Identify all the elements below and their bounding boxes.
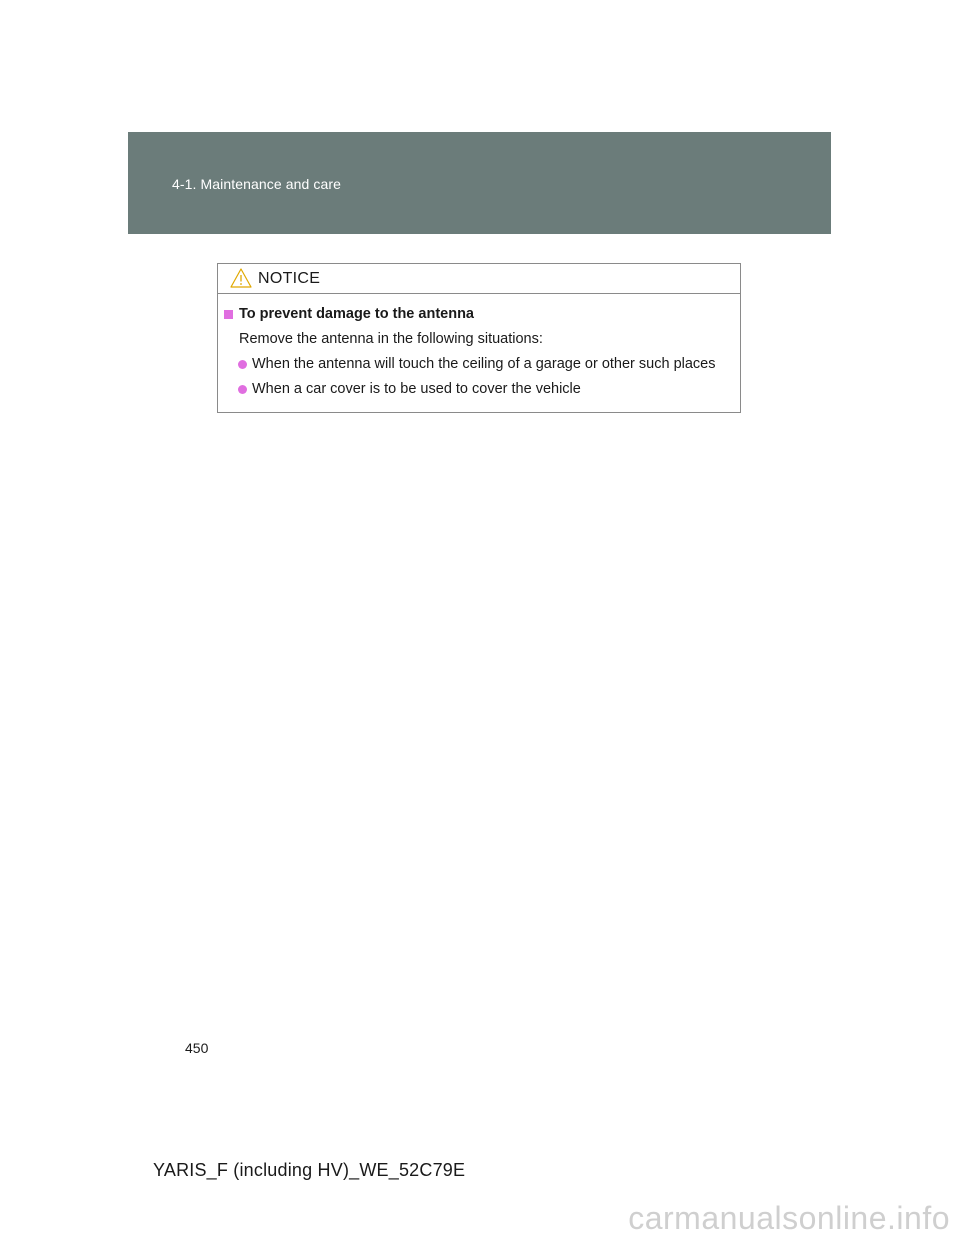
section-title: 4-1. Maintenance and care xyxy=(172,176,342,192)
header-band xyxy=(128,132,831,234)
notice-box xyxy=(217,263,741,413)
page-number: 450 xyxy=(185,1040,209,1056)
notice-heading-text: To prevent damage to the antenna xyxy=(239,306,474,322)
notice-title: NOTICE xyxy=(258,270,321,287)
square-bullet-icon xyxy=(224,310,233,319)
warning-triangle-icon xyxy=(230,268,252,288)
dot-bullet-icon xyxy=(238,385,247,394)
notice-heading xyxy=(224,306,474,322)
document-code: YARIS_F (including HV)_WE_52C79E xyxy=(153,1160,466,1180)
dot-bullet-icon xyxy=(238,360,247,369)
list-item-text: When a car cover is to be used to cover the vehicle xyxy=(252,381,581,397)
list-item-text: When the antenna will touch the ceiling of a garage or other such places xyxy=(252,356,716,372)
list-item xyxy=(238,381,581,397)
list-item xyxy=(238,356,715,372)
notice-intro: Remove the antenna in the following situations: xyxy=(239,331,543,347)
notice-header xyxy=(218,264,740,294)
watermark: carmanualsonline.info xyxy=(628,1200,950,1236)
